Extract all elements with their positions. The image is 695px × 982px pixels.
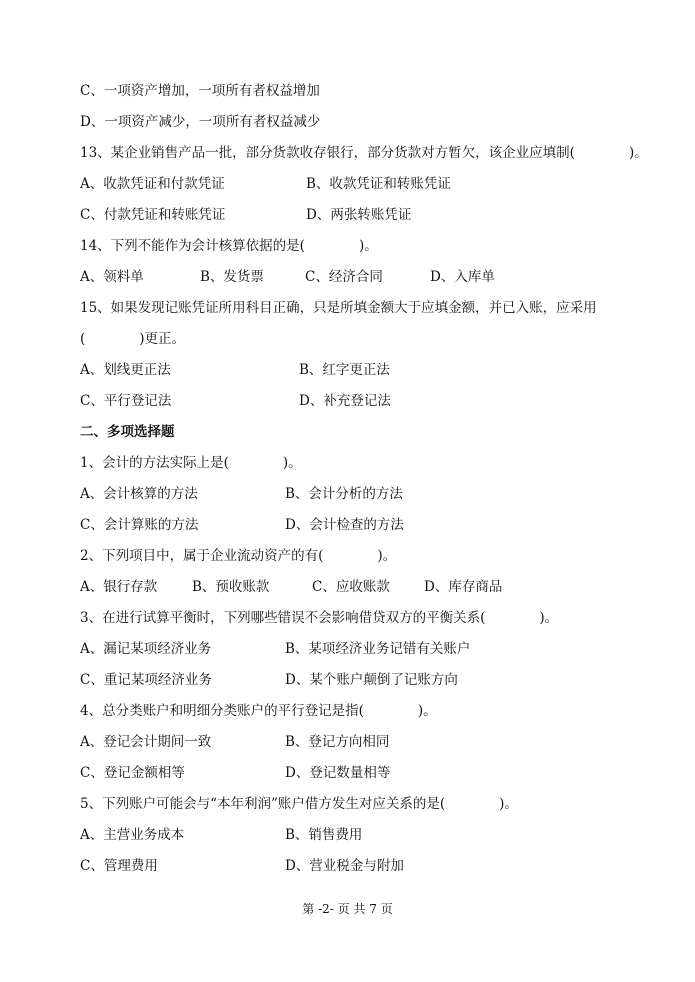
option-item: B、发货票 — [200, 269, 264, 285]
option-item: A、登记会计期间一致 — [80, 734, 212, 750]
option-item: B、会计分析的方法 — [285, 486, 403, 502]
option-item: C、登记金额相等 — [80, 765, 185, 781]
option-item: B、预收账款 — [192, 579, 270, 595]
section-heading: 二、多项选择题 — [80, 424, 175, 440]
question-text: 4、总分类账户和明细分类账户的平行登记是指( )。 — [80, 703, 437, 719]
option-item: C、会计算账的方法 — [80, 517, 199, 533]
option-row — [80, 355, 660, 386]
question-text: 14、下列不能作为会计核算依据的是( )。 — [80, 238, 378, 254]
page-footer: 第 -2- 页 共 7 页 — [302, 902, 393, 916]
document-page — [80, 76, 660, 882]
option-item: C、管理费用 — [80, 858, 158, 874]
question-text: 2、下列项目中，属于企业流动资产的有( )。 — [80, 548, 397, 564]
option-item: D、某个账户颠倒了记账方向 — [285, 672, 458, 688]
option-item: C、应收账款 — [312, 579, 390, 595]
option-item: C、经济合同 — [305, 269, 383, 285]
option-row — [80, 758, 660, 789]
option-row — [80, 820, 660, 851]
question-text: C、一项资产增加，一项所有者权益增加 — [80, 83, 320, 99]
option-row — [80, 479, 660, 510]
option-row — [80, 510, 660, 541]
option-item: B、红字更正法 — [299, 362, 390, 378]
question-text: 13、某企业销售产品一批，部分货款收存银行，部分货款对方暂欠，该企业应填制( )。 — [80, 145, 648, 161]
option-item: A、会计核算的方法 — [80, 486, 198, 502]
option-row — [80, 386, 660, 417]
question-text: 3、在进行试算平衡时，下列哪些错误不会影响借贷双方的平衡关系( )。 — [80, 610, 559, 626]
option-item: D、补充登记法 — [299, 393, 391, 409]
option-item: C、平行登记法 — [80, 393, 172, 409]
option-item: C、重记某项经济业务 — [80, 672, 212, 688]
option-row — [80, 727, 660, 758]
option-item: B、某项经济业务记错有关账户 — [285, 641, 471, 657]
option-item: D、入库单 — [430, 269, 495, 285]
option-row — [80, 262, 660, 293]
option-row — [80, 634, 660, 665]
option-item: D、两张转账凭证 — [306, 207, 412, 223]
option-row — [80, 200, 660, 231]
option-item: A、划线更正法 — [80, 362, 171, 378]
option-item: C、付款凭证和转账凭证 — [80, 207, 226, 223]
question-text: 1、会计的方法实际上是( )。 — [80, 455, 302, 471]
option-item: D、会计检查的方法 — [285, 517, 404, 533]
option-item: B、登记方向相同 — [285, 734, 390, 750]
option-row — [80, 665, 660, 696]
question-text: 5、下列账户可能会与“本年利润”账户借方发生对应关系的是( )。 — [80, 796, 518, 812]
option-item: A、收款凭证和付款凭证 — [80, 176, 225, 192]
option-row — [80, 851, 660, 882]
question-text: ( )更正。 — [80, 331, 186, 347]
question-text: 15、如果发现记账凭证所用科目正确，只是所填金额大于应填金额，并已入账，应采用 — [80, 300, 597, 316]
option-item: A、银行存款 — [80, 579, 158, 595]
option-item: A、领料单 — [80, 269, 144, 285]
question-text: D、一项资产减少，一项所有者权益减少 — [80, 114, 321, 130]
option-item: D、营业税金与附加 — [285, 858, 404, 874]
option-item: B、销售费用 — [285, 827, 363, 843]
option-item: A、漏记某项经济业务 — [80, 641, 212, 657]
option-item: D、登记数量相等 — [285, 765, 391, 781]
option-row — [80, 572, 660, 603]
option-row — [80, 169, 660, 200]
option-item: B、收款凭证和转账凭证 — [306, 176, 451, 192]
option-item: D、库存商品 — [424, 579, 503, 595]
option-item: A、主营业务成本 — [80, 827, 185, 843]
